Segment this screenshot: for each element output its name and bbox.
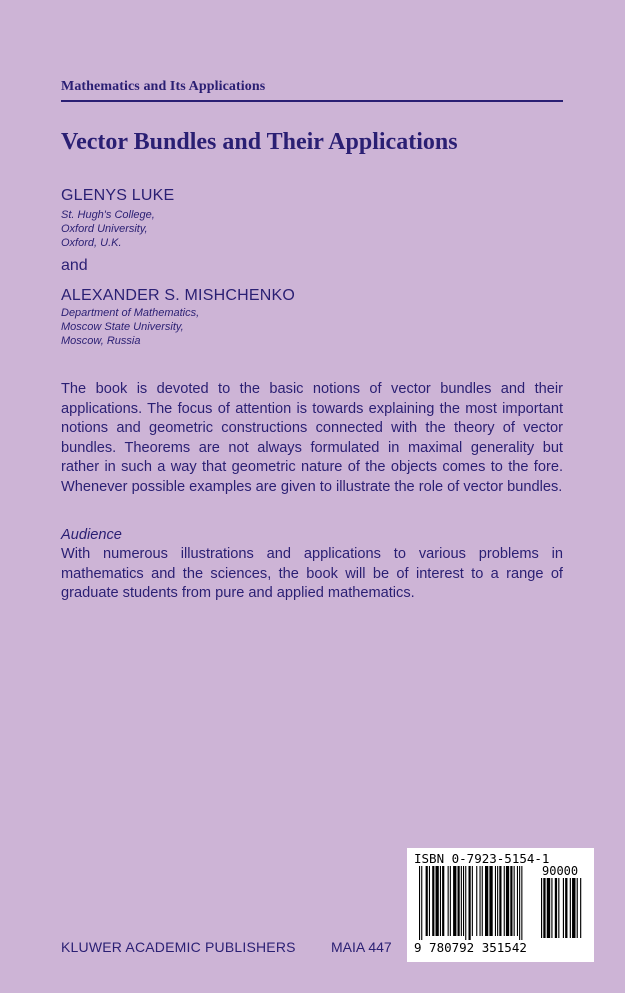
price-code: 90000 (542, 864, 579, 878)
barcode-bar (572, 878, 575, 938)
series-number: MAIA 447 (331, 939, 392, 955)
barcode-bar (461, 866, 462, 936)
barcode-bar (497, 866, 498, 936)
barcode-bar (476, 866, 477, 936)
affiliation-line: Oxford University, (61, 223, 148, 235)
barcode-bar (541, 878, 542, 938)
barcode-bar (543, 878, 545, 938)
barcode-bar (442, 866, 444, 936)
barcode-bar (485, 866, 488, 936)
affiliation-line: Moscow, Russia (61, 335, 141, 347)
book-description: The book is devoted to the basic notions of vector bundles and their applications. The focus of attention is towards explaining the most important notions and geometric constructions connected with the theory of vector bundles. Theorems are not always formulated in maximal generality but rather in such a way that geometric nature of the objects comes to the fore. Whenever possible examples are given to illustrate the role of vector bundles. (61, 381, 563, 495)
barcode-bar (517, 866, 518, 936)
series-name: Mathematics and Its Applications (61, 79, 266, 94)
publisher-name: KLUWER ACADEMIC PUBLISHERS (61, 939, 296, 955)
barcode-bar (480, 866, 481, 936)
isbn-text: ISBN 0-7923-5154-1 (414, 851, 550, 866)
barcode-bar (440, 866, 441, 936)
barcode-bar (570, 878, 571, 938)
author-name-2: ALEXANDER S. MISHCHENKO (61, 287, 295, 304)
barcode-bar (448, 866, 449, 936)
isbn-barcode (407, 848, 594, 962)
barcode-bar (472, 866, 473, 936)
audience-text: With numerous illustrations and applications to various problems in mathematics and the sciences, the book will be of interest to a range of graduate students from pure and applied mathematics. (61, 546, 563, 602)
header-rule (61, 100, 563, 102)
barcode-bar (563, 878, 564, 938)
barcode-bar (463, 866, 464, 936)
barcode-bar (458, 866, 460, 936)
barcode-bar (426, 866, 428, 936)
book-title: Vector Bundles and Their Applications (61, 129, 458, 155)
barcode-bar (547, 878, 550, 938)
affiliation-line: Moscow State University, (61, 321, 184, 333)
barcode-bar (419, 866, 420, 940)
affiliation-line: Oxford, U.K. (61, 237, 122, 249)
barcode-bar (519, 866, 520, 940)
author-affiliation-1 (61, 208, 155, 250)
barcode-bar (565, 878, 567, 938)
barcode-bar (436, 866, 439, 936)
barcode-bar (504, 866, 505, 936)
barcode-bar (580, 878, 581, 938)
barcode-bar (495, 866, 496, 936)
barcode-bar (499, 866, 501, 936)
affiliation-line: St. Hugh's College, (61, 209, 155, 221)
barcode-bar (465, 866, 466, 940)
affiliation-line: Department of Mathematics, (61, 307, 200, 319)
barcode-bar (577, 878, 578, 938)
barcode-bar (558, 878, 559, 938)
barcode-bar (432, 866, 434, 936)
barcode-bar (421, 866, 422, 940)
barcode-bar (506, 866, 509, 936)
barcode-bar (551, 878, 552, 938)
author-name-1: GLENYS LUKE (61, 187, 175, 204)
barcode-bar (514, 866, 515, 936)
ean-digits: 9 780792 351542 (414, 940, 527, 955)
barcode-bar (482, 866, 483, 936)
author-conjunction: and (61, 257, 88, 274)
barcode-bar (510, 866, 512, 936)
author-affiliation-2 (61, 306, 199, 348)
barcode-bar (555, 878, 557, 938)
barcode-bar (521, 866, 522, 940)
barcode-bar (489, 866, 492, 936)
audience-heading: Audience (61, 527, 122, 543)
addon-barcode-bars (541, 878, 589, 940)
barcode-bar (429, 866, 430, 936)
barcode-bar (469, 866, 471, 940)
barcode-bar (450, 866, 451, 936)
barcode-bar (453, 866, 456, 936)
ean-barcode-bars (419, 866, 531, 940)
